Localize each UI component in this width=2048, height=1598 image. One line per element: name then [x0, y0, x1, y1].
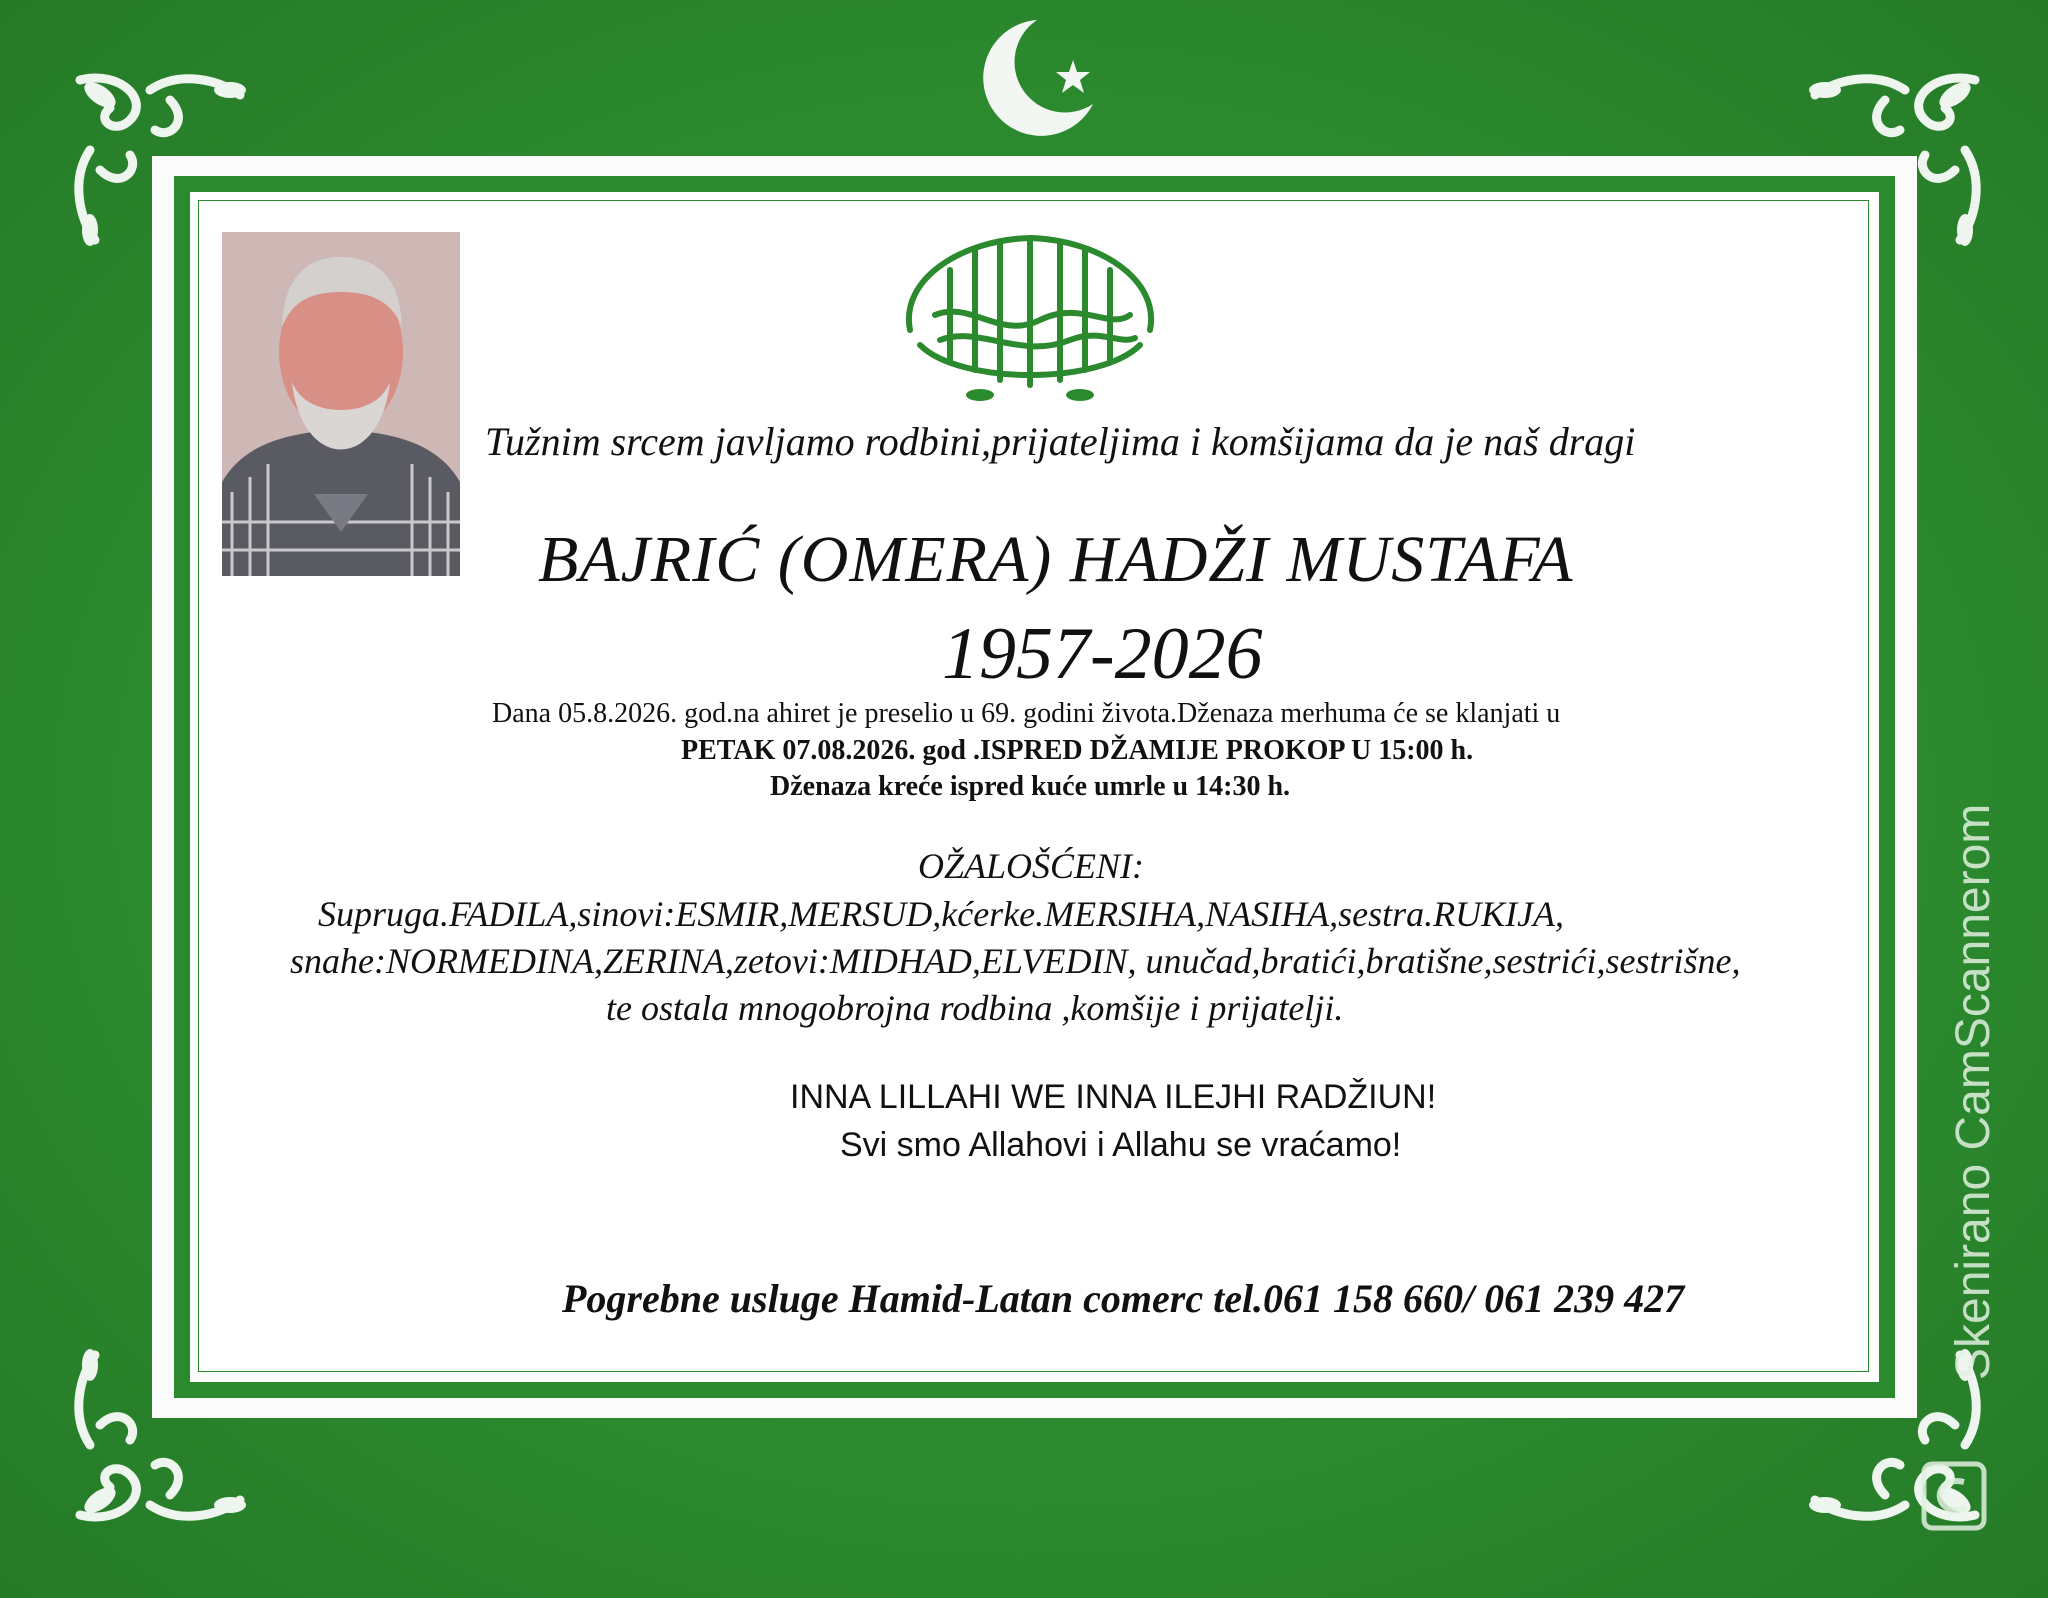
camscanner-icon	[1920, 1460, 1988, 1532]
mourners-line: Supruga.FADILA,sinovi:ESMIR,MERSUD,kćerke.MERSIHA,NASIHA,sestra.RUKIJA,	[318, 894, 1565, 934]
mourners-line: te ostala mnogobrojna rodbina ,komšije i prijatelji.	[606, 988, 1344, 1028]
crescent-star-icon	[975, 12, 1105, 142]
portrait-photo	[222, 232, 460, 576]
scanner-watermark: Skenirano CamScannerom	[1947, 803, 2000, 1380]
mourners-line: snahe:NORMEDINA,ZERINA,zetovi:MIDHAD,ELVEDIN, unučad,bratići,bratišne,sestrići,sestrišne,	[290, 941, 1741, 981]
prayer-arabic-transliteration: INNA LILLAHI WE INNA ILEJHI RADŽIUN!	[790, 1078, 1437, 1116]
mourners-heading: OŽALOŠĆENI:	[918, 846, 1145, 886]
procession-time: Dženaza kreće ispred kuće umrle u 14:30 h.	[770, 771, 1291, 802]
funeral-time-place: PETAK 07.08.2026. god .ISPRED DŽAMIJE PROKOP U 15:00 h.	[681, 735, 1474, 766]
prayer-translation: Svi smo Allahovi i Allahu se vraćamo!	[840, 1126, 1402, 1164]
life-years: 1957-2026	[942, 613, 1263, 695]
funeral-service-contact: Pogrebne usluge Hamid-Latan comerc tel.061 158 660/ 061 239 427	[562, 1276, 1685, 1321]
intro-text: Tužnim srcem javljamo rodbini,prijateljima i komšijama da je naš dragi	[485, 419, 1636, 464]
funeral-details-line: Dana 05.8.2026. god.na ahiret je preselio u 69. godini života.Dženaza merhuma će se klanjati u	[492, 698, 1561, 729]
deceased-name: BAJRIĆ (OMERA) HADŽI MUSTAFA	[538, 523, 1574, 596]
calligraphy-emblem-icon	[880, 220, 1180, 405]
